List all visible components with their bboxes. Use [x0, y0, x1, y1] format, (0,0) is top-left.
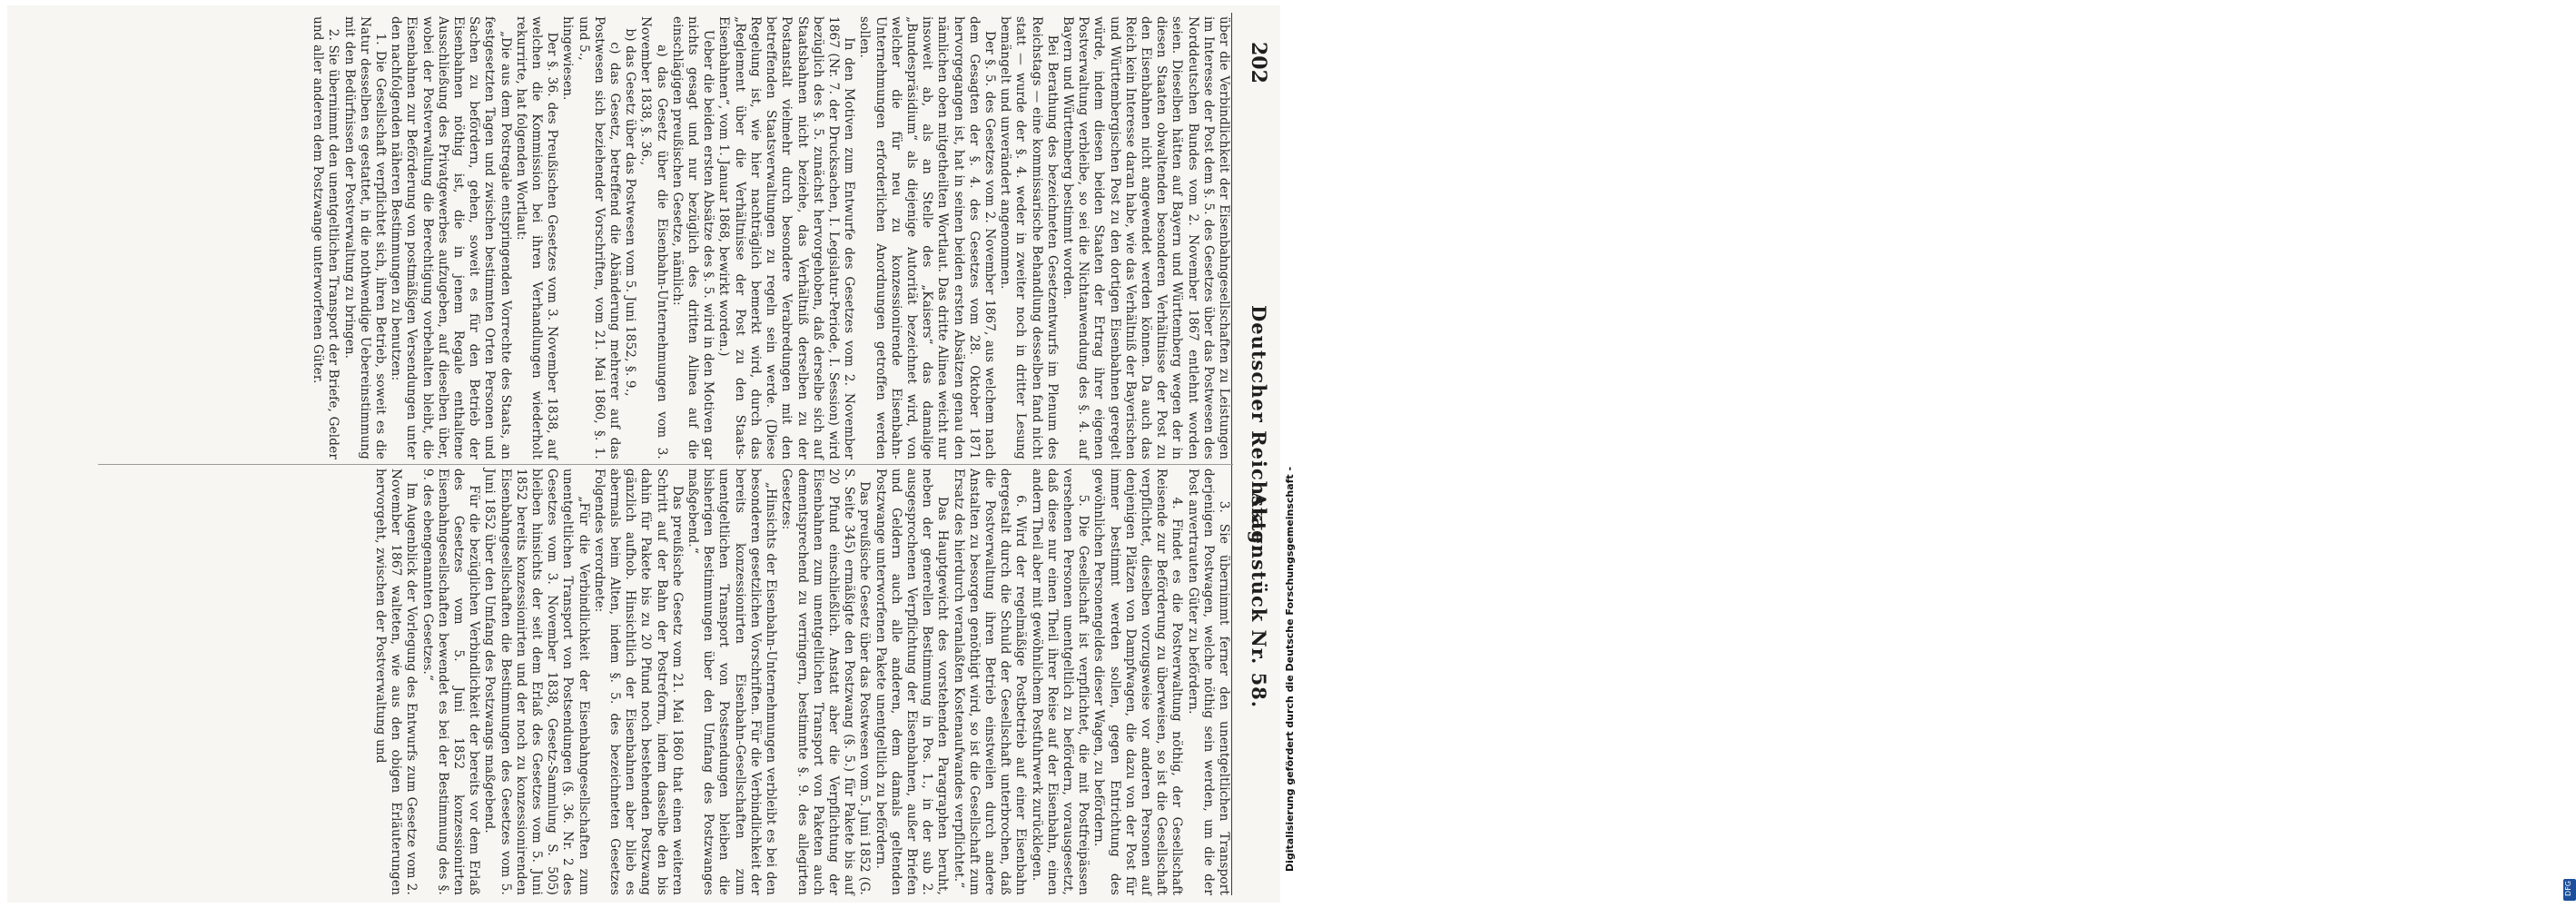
- page-header: [1238, 5, 1274, 903]
- header-rule: [1231, 13, 1232, 895]
- column-2-text: 3. Sie übernimmt ferner den unentgeltlichen Transport derjenigen Postwagen, welche nöthig sein werden, um die der Post anvertrauten Güter zu befördern. 4. Findet es die Postverwaltung nöthig, der Gesellschaft Reisende zur Beförderung zu überweisen, so ist die Gesellschaft verpflichtet, dieselben vorzugsweise vor anderen Personen auf denjenigen Plätzen von Dampfwagen, die dazu von der Post für immer bestimmt werden sollen, gegen Entrichtung des gewöhnlichen Personengeldes dieser Wagen, zu befördern. 5. Die Gesellschaft ist verpflichtet, die mit Postfreipässen versehenen Personen unentgeltlich zu befördern, vorausgesetzt, daß diese nur einen Theil ihrer Reise auf der Eisenbahn, einen andern Theil aber mit gewöhnlichem Postfuhrwerk zurücklegen. 6. Wird der regelmäßige Postbetrieb auf einer Eisenbahn dergestalt durch die Schuld der Gesellschaft unterbrochen, daß die Postverwaltung ihren Betrieb einstweilen durch andere Anstalten zu besorgen genöthigt wird, so ist die Gesellschaft zum Ersatz des hierdurch veranlaßten Kostenaufwandes verpflichtet.“ Das Hauptgewicht des vorstehenden Paragraphen beruht, neben der generellen Bestimmung in Pos. 1., in der sub 2. ausgesprochenen Verpflichtung der Eisenbahnen, außer Briefen und Geldern auch alle anderen, dem damals geltenden Postzwange unterworfenen Pakete unentgeltlich zu befördern. Das preußische Gesetz über das Postwesen vom 5. Juni 1852 (G. S. Seite 345) ermäßigte den Postzwang (§. 5.) für Pakete bis auf 20 Pfund einschließlich. Anstatt aber die Verpflichtung der Eisenbahnen zum unentgeltlichen Transport von Paketen auch dementsprechend zu verringern, bestimmte §. 9. des allegirten Gesetzes: „Hinsichts der Eisenbahn-Unternehmungen verbleibt es bei den besonderen gesetzlichen Vorschriften. Für die Verbindlichkeit der bereits konzessionirten Eisenbahn-Gesellschaften zum unentgeltlichen Transport von Postsendungen bleiben die bisherigen Bestimmungen über den Umfang des Postzwanges maßgebend.“ Das preußische Gesetz vom 21. Mai 1860 that einen weiteren Schritt auf der Bahn der Postreform, indem dasselbe den bis dahin für Pakete bis zu 20 Pfund noch bestehenden Postzwang gänzlich aufhob. Hinsichtlich der Eisenbahnen aber blieb es abermals beim Alten, indem §. 5. des bezeichneten Gesetzes Folgendes verordnete: „Für die Verbindlichkeit der Eisenbahngesellschaften zum unentgeltlichen Transport von Postsendungen (§. 36. Nr. 2 des Gesetzes vom 3. November 1838, Gesetz-Sammlung S. 505) bleiben hinsichts der seit dem Erlaß des Gesetzes vom 5. Juni 1852 bereits konzessionirten und der noch zu konzessionirenden Eisenbahngesellschaften die Bestimmungen des Gesetzes vom 5. Juni 1852 über den Umfang des Postzwangs maßgebend. Für die bezüglichen Verbindlichkeit der bereits vor dem Erlaß des Gesetzes vom 5. Juni 1852 konzessionirten Eisenbahngesellschaften bewendet es bei der Bestimmung des §. 9. des ebengenannten Gesetzes.“ Im Augenblick der Vorlegung des Entwurfs zum Gesetze vom 2. November 1867 walteten, wie aus den obigen Erläuterungen hervorgeht, zwischen der Postverwaltung und: [373, 469, 1231, 896]
- page-title: Deutscher Reichstag.: [1248, 305, 1270, 553]
- page-number: 202: [1247, 42, 1270, 84]
- digitization-credit: Digitalisierung gefördert durch die Deutsche Forschungsgemeinschaft -: [1284, 466, 1296, 872]
- column-1-text: über die Verbindlichkeit der Eisenbahngesellschaften zu Leistungen im Interesse der Post dem §. 5. des Gesetzes über das Postwesen des Norddeutschen Bundes vom 2. November 1867 entlehnt worden seien. Dieselben hätten auf Bayern und Württemberg wegen der in diesen Staaten obwaltenden besonderen Verhältnisse der Post zu den Eisenbahnen nicht angewendet werden können. Da auch das Reich kein Interesse daran habe, wie das Verhältniß der Bayerischen und Württembergischen Post zu den dortigen Eisenbahnen geregelt würde, indem diesen beiden Staaten der Ertrag ihrer eigenen Postverwaltung verbleibe, so sei die Nichtanwendung des §. 4. auf Bayern und Württemberg bestimmt worden. Bei Berathung des bezeichneten Gesetzentwurfs im Plenum des Reichstags — eine kommissarische Behandlung desselben fand nicht statt — wurde der §. 4. weder in zweiter noch in dritter Lesung bemängelt und unverändert angenommen. Der §. 5. des Gesetzes vom 2. November 1867, aus welchem nach dem Gesagten der §. 4. des Gesetzes vom 28. Oktober 1871 hervorgegangen ist, hat in seinen beiden ersten Absätzen genau den nämlichen oben mitgetheilten Wortlaut. Das dritte Alinea weicht nur insoweit ab, als an Stelle des „Kaisers“ das damalige „Bundespräsidium“ als diejenige Autorität bezeichnet wird, von welcher die für neu zu konzessionirende Eisenbahn-Unternehmungen erforderlichen Anordnungen getroffen werden sollen. In den Motiven zum Entwurfe des Gesetzes vom 2. November 1867 (Nr. 7. der Drucksachen, I. Legislatur-Periode, I. Session) wird bezüglich des §. 5. zunächst hervorgehoben, daß derselbe sich auf Staatsbahnen nicht beziehe, das Verhältniß derselben zu der Postanstalt vielmehr durch besondere Verabredungen mit den betreffenden Staatsverwaltungen zu regeln sein werde. (Diese Regelung ist, wie hier nachträglich bemerkt wird, durch das „Reglement über die Verhältnisse der Post zu den Staats-Eisenbahnen“, vom 1. Januar 1868, bewirkt worden.) Ueber die beiden ersten Absätze des §. 5. wird in den Motiven gar nichts gesagt und nur bezüglich des dritten Alinea auf die einschlägigen preußischen Gesetze, nämlich: a) das Gesetz über die Eisenbahn-Unternehmungen vom 3. November 1838, §. 36., b) das Gesetz über das Postwesen vom 5. Juni 1852, §. 9., c) das Gesetz, betreffend die Abänderung mehrerer auf das Postwesen sich beziehender Vorschriften, vom 21. Mai 1860, §. 1. und 5., hingewiesen. Der §. 36. des Preußischen Gesetzes vom 3. November 1838, auf welchen die Kommission bei ihren Verhandlungen wiederholt rekurrirte, hat folgenden Wortlaut: „Die aus dem Postregale entspringenden Vorrechte des Staats, an festgesetzten Tagen und zwischen bestimmten Orten Personen und Sachen zu befördern, gehen, soweit es für den Betrieb der Eisenbahnen nöthig ist, die in jenem Regale enthaltene Ausschließung des Privatgewerbes aufzugeben, auf dieselben über, wobei der Postverwaltung die Berechtigung vorbehalten bleibt, die Eisenbahnen zur Beförderung von postmäßigen Versendungen unter den nachfolgenden näheren Bestimmungen zu benutzen: 1. Die Gesellschaft verpflichtet sich, ihren Betrieb, soweit es die Natur desselben es gestattet, in die nothwendige Uebereinstimmung mit den Bedürfnissen der Postverwaltung zu bringen. 2. Sie übernimmt den unentgeltlichen Transport der Briefe, Gelder und aller anderen dem Postzwange unterworfenen Güter.: [311, 16, 1231, 460]
- document-number: Aktenstück Nr. 58.: [1248, 492, 1270, 709]
- scanned-page: [7, 5, 1282, 903]
- text-column-2: [91, 469, 1231, 895]
- digitization-sidebar: [1280, 0, 2572, 908]
- dfg-logo: DFG: [2563, 879, 2576, 901]
- column-divider: [98, 464, 1233, 465]
- text-column-1: [91, 16, 1231, 459]
